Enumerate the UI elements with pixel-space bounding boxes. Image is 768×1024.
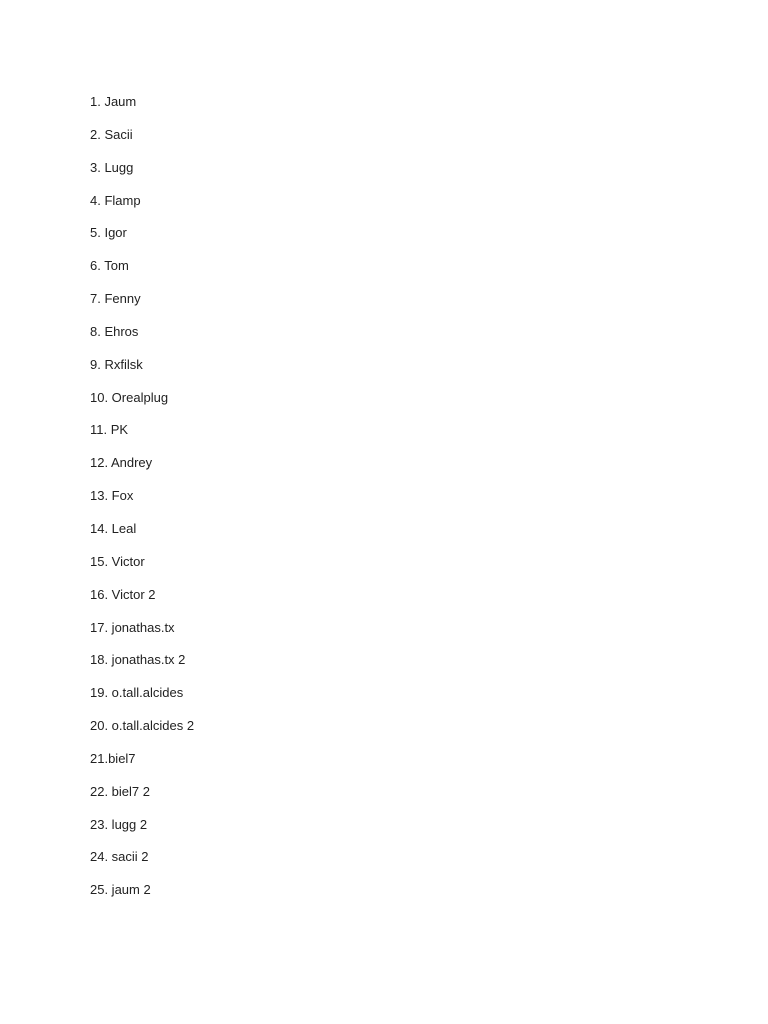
- list-item: 9. Rxfilsk: [90, 356, 143, 372]
- list-item: 20. o.tall.alcides 2: [90, 718, 195, 734]
- list-item: 12. Andrey: [90, 455, 153, 471]
- list-item: 24. sacii 2: [90, 849, 149, 865]
- list-item: 21.biel7: [90, 750, 136, 766]
- list-item: 10. Orealplug: [90, 389, 169, 405]
- list-item: 6. Tom: [90, 258, 129, 274]
- list-item: 13. Fox: [90, 488, 134, 504]
- list-item: 14. Leal: [90, 520, 137, 536]
- list-item: 19. o.tall.alcides: [90, 685, 184, 701]
- list-item: 22. biel7 2: [90, 783, 150, 799]
- numbered-list: [90, 93, 194, 914]
- list-item: 5. Igor: [90, 225, 127, 241]
- list-item: 15. Victor: [90, 553, 145, 569]
- list-item: 17. jonathas.tx: [90, 619, 175, 635]
- list-item: 16. Victor 2: [90, 586, 156, 602]
- list-item: 7. Fenny: [90, 291, 141, 307]
- list-item: 25. jaum 2: [90, 882, 151, 898]
- list-item: 23. lugg 2: [90, 816, 148, 832]
- list-item: 3. Lugg: [90, 159, 134, 175]
- list-item: 8. Ehros: [90, 323, 139, 339]
- list-item: 1. Jaum: [90, 94, 137, 109]
- list-item: 2. Sacii: [90, 126, 133, 142]
- list-item: 11. PK: [90, 422, 129, 438]
- list-item: 4. Flamp: [90, 192, 141, 208]
- list-item: 18. jonathas.tx 2: [90, 652, 186, 668]
